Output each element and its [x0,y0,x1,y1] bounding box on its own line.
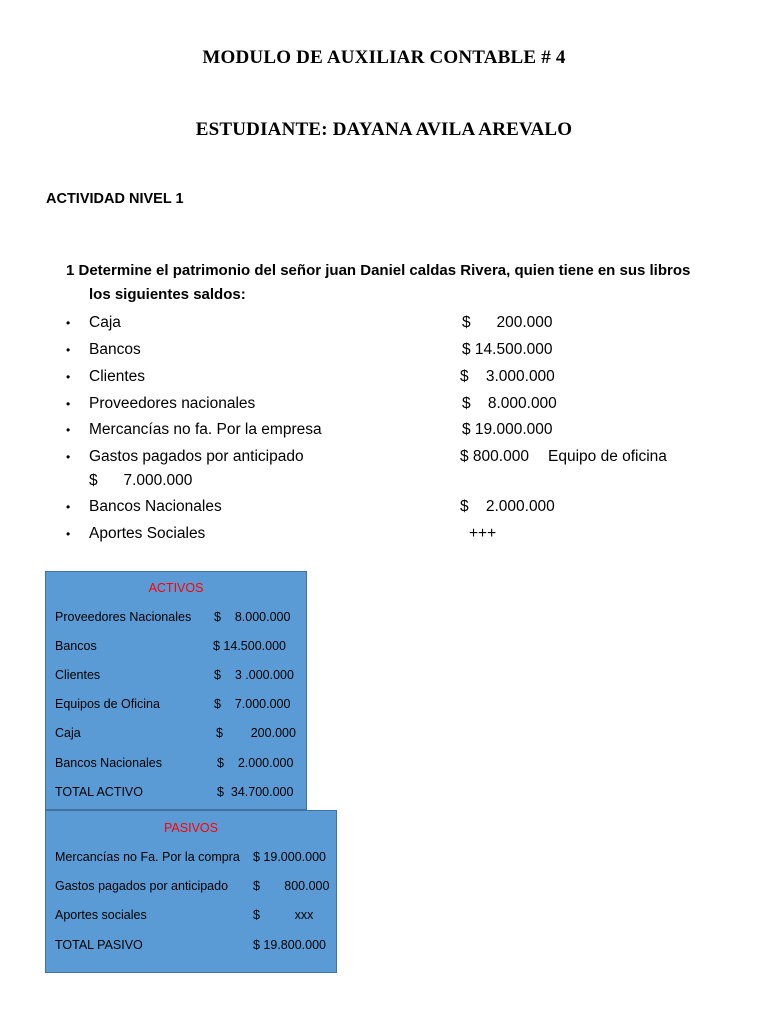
student-name: ESTUDIANTE: DAYANA AVILA AREVALO [195,119,573,140]
row-value: $ 7.000.000 [214,697,291,711]
item-amount: $ 14.500.000 [462,341,553,358]
row-label: TOTAL ACTIVO [55,785,143,799]
row-label: Aportes sociales [55,908,147,922]
table-row [46,697,306,717]
pasivos-heading: PASIVOS [164,821,218,835]
item-label: Aportes Sociales [89,525,206,542]
table-row [46,756,306,776]
row-label: Proveedores Nacionales [55,610,192,624]
list-item [0,392,768,416]
item-amount: $ 8.000.000 [462,395,557,412]
list-item [0,522,768,546]
item-label: Bancos Nacionales [89,498,222,515]
list-item [0,495,768,519]
item-continuation: $ 7.000.000 [89,472,193,489]
row-label: Caja [55,726,81,740]
item-amount: $ 2.000.000 [460,498,555,515]
row-label: Equipos de Oficina [55,697,160,711]
item-label: Mercancías no fa. Por la empresa [89,421,322,438]
row-label: Clientes [55,668,101,682]
row-value: $ 14.500.000 [213,639,286,653]
item-extra-label: Equipo de oficina [548,448,667,465]
bullet-icon: • [66,527,71,541]
bullet-icon: • [66,397,71,411]
section-heading: ACTIVIDAD NIVEL 1 [46,191,184,207]
row-label: Mercancías no Fa. Por la compra [55,850,240,864]
list-item [0,311,768,335]
item-label: Clientes [89,368,145,385]
item-label: Gastos pagados por anticipado [89,448,304,465]
list-item [0,445,768,469]
row-value: $ 800.000 [253,879,330,893]
row-value: $ 19.000.000 [253,850,326,864]
activos-table [45,571,307,810]
row-value: $ 19.800.000 [253,938,326,952]
bullet-icon: • [66,500,71,514]
list-item [0,365,768,389]
bullet-icon: • [66,450,71,464]
row-value: $ 200.000 [216,726,296,740]
activos-heading: ACTIVOS [148,581,204,595]
row-label: Bancos Nacionales [55,756,163,770]
row-value: $ 34.700.000 [217,785,294,799]
bullet-icon: • [66,423,71,437]
bullet-icon: • [66,343,71,357]
question-line-2: los siguientes saldos: [89,286,246,303]
item-amount: $ 200.000 [462,314,553,331]
item-label: Proveedores nacionales [89,395,256,412]
bullet-icon: • [66,370,71,384]
item-label: Caja [89,314,121,331]
pasivos-table [45,810,337,973]
document-title: MODULO DE AUXILIAR CONTABLE # 4 [202,47,566,68]
row-value: $ xxx [253,908,314,922]
item-amount: $ 800.000 [460,448,529,465]
list-item [0,418,768,442]
table-row [46,668,306,688]
table-row [46,610,306,630]
table-row [46,879,336,899]
list-item [0,338,768,362]
item-amount: $ 3.000.000 [460,368,555,385]
row-value: $ 8.000.000 [214,610,291,624]
table-row [46,726,306,746]
row-label: Bancos [55,639,97,653]
question-line-1: 1 Determine el patrimonio del señor juan Daniel caldas Rivera, quien tiene en sus libros [66,262,691,279]
table-row [46,938,336,958]
question-text [66,259,746,307]
item-amount: $ 19.000.000 [462,421,553,438]
table-row [46,639,306,659]
row-value: $ 2.000.000 [217,756,294,770]
row-value: $ 3 .000.000 [214,668,294,682]
item-amount: +++ [469,525,497,542]
item-label: Bancos [89,341,141,358]
row-label: TOTAL PASIVO [55,938,143,952]
table-row [46,785,306,805]
table-row [46,850,336,870]
row-label: Gastos pagados por anticipado [55,879,229,893]
table-row [46,908,336,928]
bullet-icon: • [66,316,71,330]
